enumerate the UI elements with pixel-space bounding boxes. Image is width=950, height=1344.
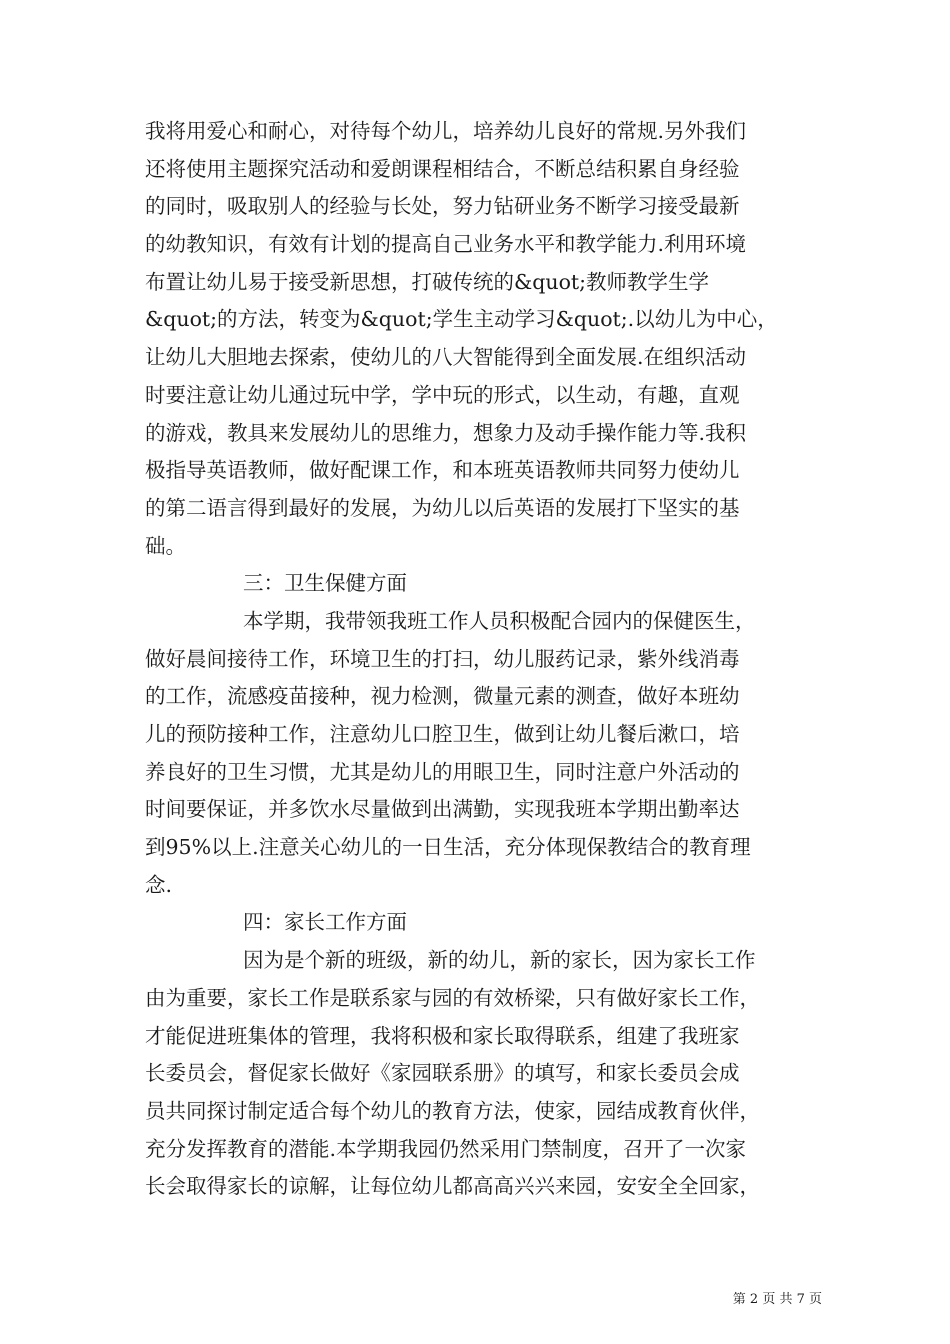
text-line: 还将使用主题探究活动和爱朗课程相结合，不断总结积累自身经验 bbox=[145, 156, 740, 181]
text-line: 的同时，吸取别人的经验与长处，努力钻研业务不断学习接受最新 bbox=[145, 194, 740, 219]
text-line: 养良好的卫生习惯，尤其是幼儿的用眼卫生，同时注意户外活动的 bbox=[145, 759, 740, 784]
page-number: 第 2 页 共 7 页 bbox=[732, 1292, 822, 1307]
text-line: 时间要保证，并多饮水尽量做到出满勤，实现我班本学期出勤率达 bbox=[145, 797, 740, 822]
text-line: 做好晨间接待工作，环境卫生的打扫，幼儿服药记录，紫外线消毒 bbox=[145, 646, 740, 671]
text-line: 的第二语言得到最好的发展，为幼儿以后英语的发展打下坚实的基 bbox=[145, 495, 740, 520]
text-line: 由为重要，家长工作是联系家与园的有效桥梁，只有做好家长工作， bbox=[145, 985, 760, 1010]
section-heading: 三：卫生保健方面 bbox=[243, 571, 407, 596]
text-line: 我将用爱心和耐心，对待每个幼儿，培养幼儿良好的常规.另外我们 bbox=[145, 119, 747, 143]
text-line: 极指导英语教师，做好配课工作，和本班英语教师共同努力使幼儿 bbox=[145, 458, 740, 483]
text-line: 儿的预防接种工作，注意幼儿口腔卫生，做到让幼儿餐后漱口，培 bbox=[145, 722, 740, 746]
text-line: 础。 bbox=[145, 533, 186, 558]
text-line: 的工作，流感疫苗接种，视力检测，微量元素的测查，做好本班幼 bbox=[145, 684, 740, 709]
text-line: 布置让幼儿易于接受新思想，打破传统的&quot;教师教学生学 bbox=[145, 269, 710, 294]
text-line: 到95%以上.注意关心幼儿的一日生活，充分体现保教结合的教育理 bbox=[145, 835, 751, 860]
text-line: 的游戏，教具来发展幼儿的思维力，想象力及动手操作能力等.我积 bbox=[145, 420, 747, 445]
text-line: 长委员会，督促家长做好《家园联系册》的填写，和家长委员会成 bbox=[145, 1061, 740, 1086]
text-line: 本学期，我带领我班工作人员积极配合园内的保健医生， bbox=[243, 608, 756, 633]
text-line: 长会取得家长的谅解，让每位幼儿都高高兴兴来园，安安全全回家， bbox=[145, 1174, 760, 1199]
text-line: 员共同探讨制定适合每个幼儿的教育方法，使家，园结成教育伙伴， bbox=[145, 1098, 760, 1123]
document-body bbox=[145, 113, 825, 1206]
text-line: 念. bbox=[145, 872, 173, 897]
text-line: &quot;的方法，转变为&quot;学生主动学习&quot;.以幼儿为中心， bbox=[145, 307, 778, 332]
text-line: 因为是个新的班级，新的幼儿，新的家长，因为家长工作 bbox=[243, 948, 756, 973]
section-heading: 四：家长工作方面 bbox=[243, 910, 407, 935]
text-line: 充分发挥教育的潜能.本学期我园仍然采用门禁制度，召开了一次家 bbox=[145, 1136, 747, 1161]
text-line: 让幼儿大胆地去探索，使幼儿的八大智能得到全面发展.在组织活动 bbox=[145, 345, 747, 370]
text-line: 的幼教知识，有效有计划的提高自己业务水平和教学能力.利用环境 bbox=[145, 232, 747, 257]
text-line: 时要注意让幼儿通过玩中学，学中玩的形式，以生动，有趣，直观 bbox=[145, 382, 740, 407]
text-line: 才能促进班集体的管理，我将积极和家长取得联系，组建了我班家 bbox=[145, 1023, 740, 1048]
